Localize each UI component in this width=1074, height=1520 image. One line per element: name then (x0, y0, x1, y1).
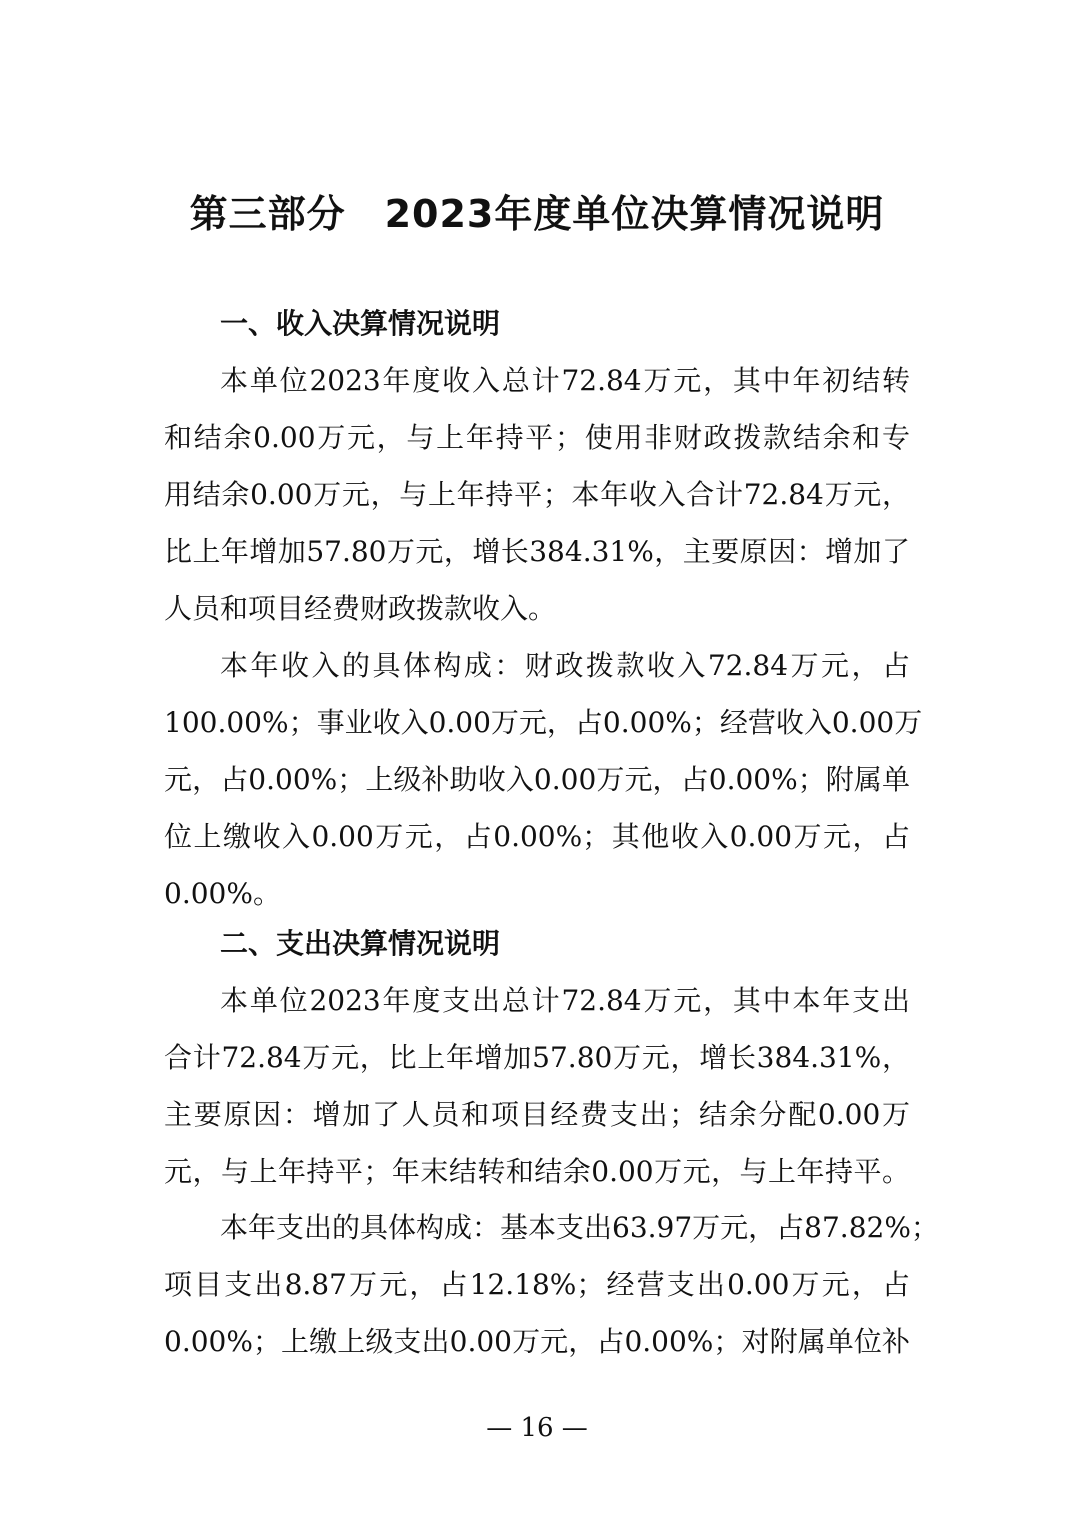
paragraph-line: 合计72.84万元，比上年增加57.80万元，增长384.31%， (164, 1041, 910, 1074)
paragraph-line: 元，占0.00%；上级补助收入0.00万元，占0.00%；附属单 (164, 763, 910, 796)
paragraph-line: 100.00%；事业收入0.00万元，占0.00%；经营收入0.00万 (164, 706, 923, 739)
paragraph-line: 位上缴收入0.00万元，占0.00%；其他收入0.00万元，占 (164, 820, 910, 853)
section-heading-expenditure: 二、支出决算情况说明 (220, 927, 501, 960)
paragraph-line: 本单位2023年度收入总计72.84万元，其中年初结转 (220, 364, 910, 397)
section-heading-income: 一、收入决算情况说明 (220, 307, 501, 340)
paragraph-line: 比上年增加57.80万元，增长384.31%，主要原因：增加了 (164, 535, 910, 568)
paragraph-line: 和结余0.00万元，与上年持平；使用非财政拨款结余和专 (164, 421, 910, 454)
paragraph-line: 0.00%；上缴上级支出0.00万元，占0.00%；对附属单位补 (164, 1325, 910, 1358)
paragraph-line: 本年支出的具体构成：基本支出63.97万元，占87.82%； (220, 1211, 939, 1244)
page-number: — 16 — (486, 1413, 588, 1443)
paragraph-line: 用结余0.00万元，与上年持平；本年收入合计72.84万元， (164, 478, 910, 511)
paragraph-line: 0.00%。 (164, 877, 281, 910)
paragraph-line: 本单位2023年度支出总计72.84万元，其中本年支出 (220, 984, 910, 1017)
paragraph-line: 主要原因：增加了人员和项目经费支出；结余分配0.00万 (164, 1098, 910, 1131)
paragraph-line: 本年收入的具体构成：财政拨款收入72.84万元，占 (220, 649, 910, 682)
paragraph-line: 元，与上年持平；年末结转和结余0.00万元，与上年持平。 (164, 1155, 910, 1188)
page-title: 第三部分 2023年度单位决算情况说明 (189, 192, 885, 236)
paragraph-line: 人员和项目经费财政拨款收入。 (164, 592, 557, 625)
paragraph-line: 项目支出8.87万元，占12.18%；经营支出0.00万元，占 (164, 1268, 910, 1301)
